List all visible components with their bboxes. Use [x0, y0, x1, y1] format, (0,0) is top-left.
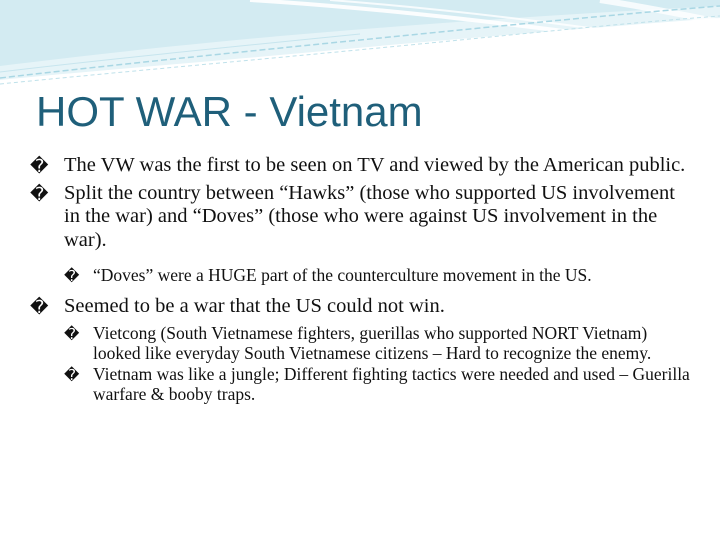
- bullet-text: Vietnam was like a jungle; Different fighting tactics were needed and used – Guerilla warfare & booby traps.: [93, 364, 690, 404]
- slide-title: HOT WAR - Vietnam: [36, 88, 423, 135]
- header-wave-decoration: [0, 0, 720, 90]
- sub-bullet-item: [30, 365, 690, 404]
- bullet-marker-icon: �: [30, 156, 49, 177]
- bullet-item: [30, 182, 690, 253]
- bullet-marker-icon: �: [64, 325, 80, 343]
- bullet-marker-icon: �: [64, 366, 80, 384]
- bullet-list: [30, 154, 690, 406]
- bullet-marker-icon: �: [30, 183, 49, 205]
- bullet-marker-icon: �: [64, 267, 80, 285]
- bullet-text: The VW was the first to be seen on TV and viewed by the American public.: [64, 154, 686, 176]
- bullet-item: [30, 295, 690, 319]
- bullet-text: Vietcong (South Vietnamese fighters, guerillas who supported NORT Vietnam) looked like everyday South Vietnamese citizens – Hard to recognize the enemy.: [93, 323, 652, 363]
- sub-bullet-item: [30, 266, 690, 286]
- bullet-text: Split the country between “Hawks” (those who supported US involvement in the war) and “Doves” (those who were against US involvement in the war).: [64, 181, 675, 251]
- bullet-text: “Doves” were a HUGE part of the counterculture movement in the US.: [93, 265, 592, 285]
- sub-bullet-item: [30, 324, 690, 363]
- bullet-text: Seemed to be a war that the US could not win.: [64, 294, 445, 317]
- bullet-item: [30, 154, 690, 178]
- bullet-marker-icon: �: [30, 296, 49, 318]
